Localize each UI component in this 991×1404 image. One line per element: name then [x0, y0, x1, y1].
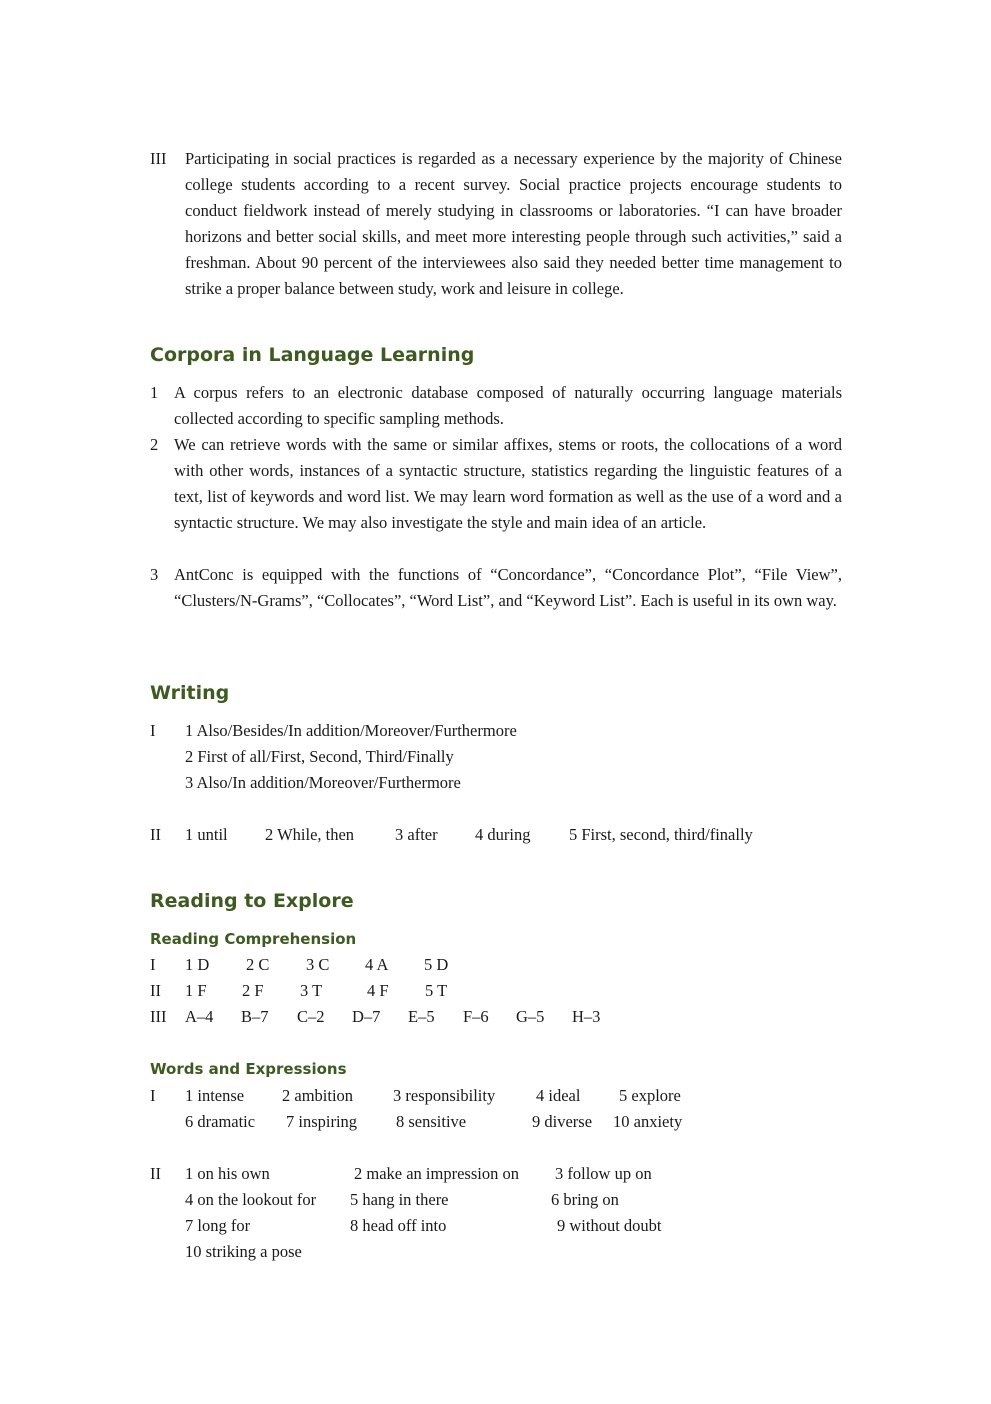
writing-answer: 2 While, then [265, 825, 355, 844]
expression-answer: 5 hang in there [350, 1190, 449, 1209]
corpora-item-1: A corpus refers to an electronic database composed of naturally occurring language materials collected according to specific sampling methods. [174, 383, 842, 428]
rc-answer: 4 A [365, 955, 389, 974]
part-label: II [150, 1164, 161, 1183]
part-label: I [150, 1086, 156, 1105]
rc-answer: C–2 [297, 1007, 325, 1026]
writing-answer-line: 3 Also/In addition/Moreover/Furthermore [185, 773, 461, 792]
part-label: III [150, 1007, 167, 1026]
corpora-item-2: We can retrieve words with the same or similar affixes, stems or roots, the collocations of a word with other words, instances of a syntactic structure, statistics regarding the linguistic features of a text, list of keywords and word list. We may learn word formation as well as the use of a word and a syntactic structure. We may also investigate the style and main idea of an article. [174, 435, 842, 532]
rc-answer: G–5 [516, 1007, 545, 1026]
rc-answer: 2 C [246, 955, 270, 974]
rc-answer: 3 C [306, 955, 330, 974]
word-answer: 6 dramatic [185, 1112, 256, 1131]
rc-answer: 4 F [367, 981, 389, 1000]
subheading-words-expressions: Words and Expressions [150, 1060, 347, 1078]
expression-answer: 1 on his own [185, 1164, 270, 1183]
item-number: 2 [150, 435, 159, 454]
expression-answer: 4 on the lookout for [185, 1190, 317, 1209]
rc-answer: 3 T [300, 981, 323, 1000]
word-answer: 9 diverse [532, 1112, 593, 1131]
item-number: 3 [150, 565, 159, 584]
section-heading-corpora: Corpora in Language Learning [150, 344, 475, 366]
rc-answer: 1 F [185, 981, 207, 1000]
subheading-reading-comprehension: Reading Comprehension [150, 930, 357, 948]
section-heading-writing: Writing [150, 682, 230, 704]
word-answer: 3 responsibility [393, 1086, 496, 1105]
writing-answer: 1 until [185, 825, 228, 844]
expression-answer: 2 make an impression on [354, 1164, 519, 1183]
part-label: I [150, 955, 156, 974]
word-answer: 8 sensitive [396, 1112, 467, 1131]
expression-answer: 7 long for [185, 1216, 251, 1235]
rc-answer: F–6 [463, 1007, 489, 1026]
corpora-item-3: AntConc is equipped with the functions of “Concordance”, “Concordance Plot”, “File View”, “Clusters/N-Grams”, “Collocates”, “Word List”, and “Keyword List”. Each is useful in its own way. [174, 565, 842, 610]
expression-answer: 3 follow up on [555, 1164, 652, 1183]
rc-answer: D–7 [352, 1007, 381, 1026]
item-number: 1 [150, 383, 159, 402]
word-answer: 2 ambition [282, 1086, 354, 1105]
word-answer: 1 intense [185, 1086, 245, 1105]
rc-answer: E–5 [408, 1007, 435, 1026]
writing-answer: 4 during [475, 825, 531, 844]
writing-answer-line: 1 Also/Besides/In addition/Moreover/Furthermore [185, 721, 517, 740]
expression-answer: 6 bring on [551, 1190, 619, 1209]
rc-answer: A–4 [185, 1007, 214, 1026]
rc-answer: 5 D [424, 955, 449, 974]
social-practice-paragraph: Participating in social practices is regarded as a necessary experience by the majority of Chinese college students according to a recent survey. Social practice projects encourage students to conduct fieldwork instead of merely studying in classrooms or laboratories. “I can have broader horizons and better social skills, and meet more interesting people through such activities,” said a freshman. About 90 percent of the interviewees also said they needed better time management to strike a proper balance between study, work and leisure in college. [185, 149, 842, 298]
part-label: I [150, 721, 156, 740]
rc-answer: 1 D [185, 955, 210, 974]
rc-answer: H–3 [572, 1007, 601, 1026]
writing-answer: 3 after [395, 825, 438, 844]
part-label: II [150, 825, 161, 844]
rc-answer: B–7 [241, 1007, 269, 1026]
rc-answer: 2 F [242, 981, 264, 1000]
word-answer: 5 explore [619, 1086, 681, 1105]
word-answer: 7 inspiring [286, 1112, 358, 1131]
writing-answer: 5 First, second, third/finally [569, 825, 753, 844]
section-heading-reading: Reading to Explore [150, 890, 354, 912]
expression-answer: 10 striking a pose [185, 1242, 302, 1261]
word-answer: 4 ideal [536, 1086, 581, 1105]
word-answer: 10 anxiety [613, 1112, 683, 1131]
expression-answer: 9 without doubt [557, 1216, 662, 1235]
rc-answer: 5 T [425, 981, 448, 1000]
part-label: III [150, 149, 167, 168]
expression-answer: 8 head off into [350, 1216, 447, 1235]
part-label: II [150, 981, 161, 1000]
writing-answer-line: 2 First of all/First, Second, Third/Finally [185, 747, 454, 766]
